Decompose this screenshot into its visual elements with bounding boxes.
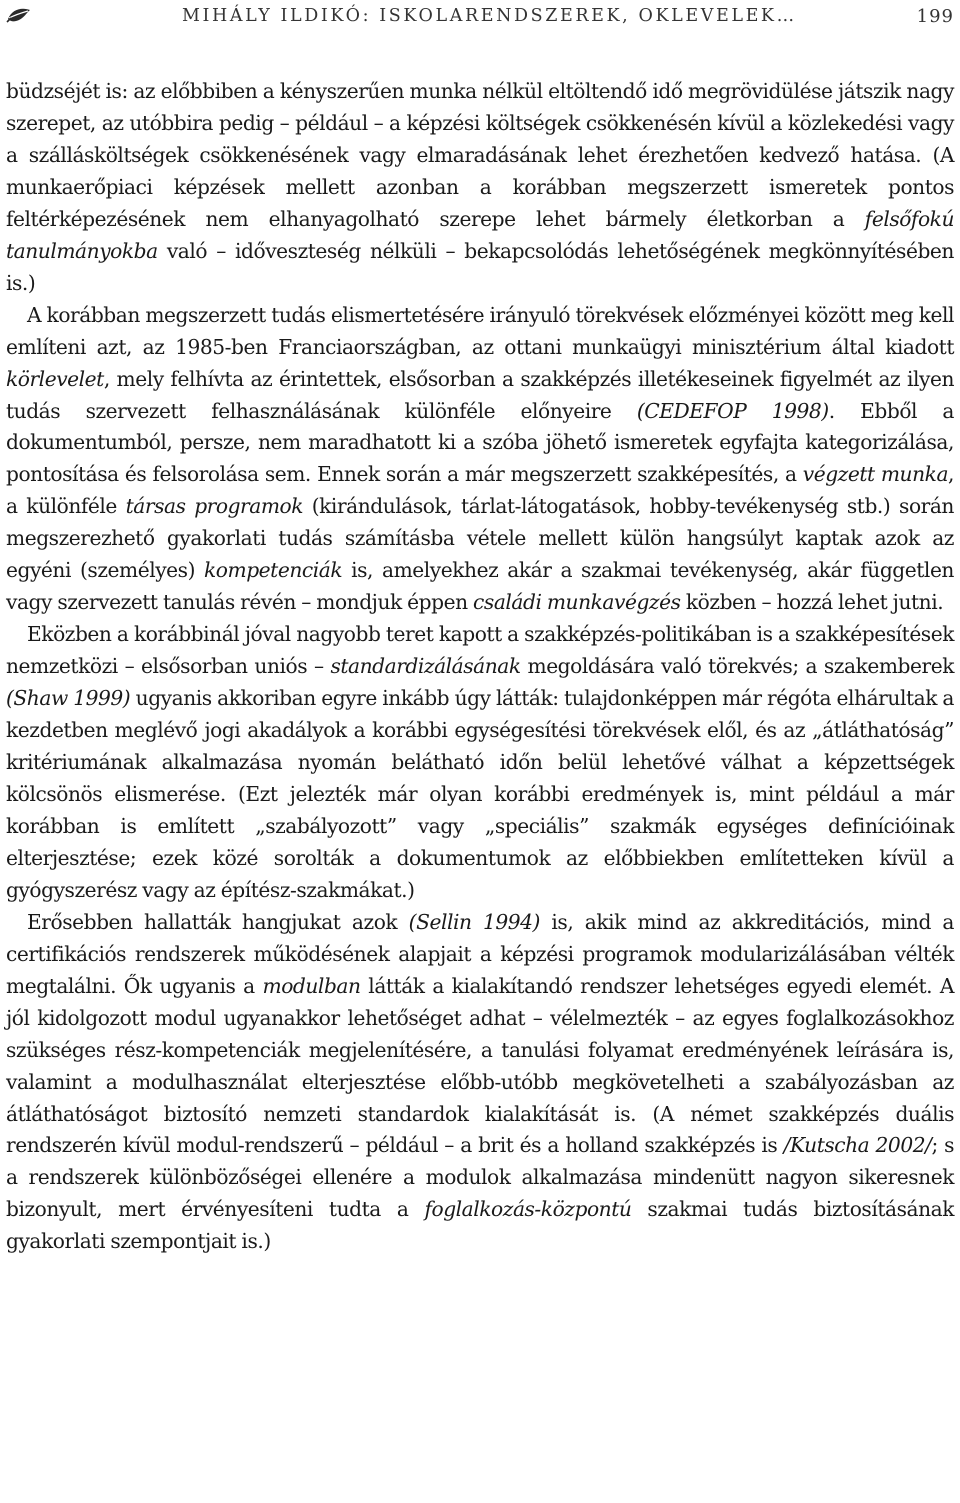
italic-text-run: családi munkavégzés [473, 590, 681, 615]
italic-text-run: felsőfokú tanulmányokba [6, 206, 954, 263]
italic-text-run: foglalkozás-központú [424, 1197, 632, 1222]
body-text [6, 76, 954, 1258]
text-run: ; s a rendszerek különbözőségei ellenére a modulok alkalmazása mindenütt nagyon sikeresnek bizonyult, mert érvényesíteni tudta a [6, 1133, 954, 1222]
text-run: is, amelyekhez akár a szakmai tevékenység, akár független vagy szervezett tanulás révén – mondjuk éppen [6, 558, 954, 615]
paragraph [6, 907, 954, 1258]
text-run: közben – hozzá lehet jutni. [680, 590, 944, 615]
text-run: , a különféle [6, 462, 954, 519]
paragraph [6, 76, 954, 300]
italic-text-run: /Kutscha 2002/ [783, 1133, 932, 1158]
running-title: MIHÁLY ILDIKÓ: ISKOLARENDSZEREK, OKLEVELEK… [182, 6, 797, 26]
running-header [6, 2, 954, 30]
italic-text-run: modulban [262, 973, 361, 998]
italic-text-run: (CEDEFOP 1998) [636, 398, 829, 423]
text-run: büdzséjét is: az előbbiben a kényszerűen munka nélkül eltöltendő idő megrövidülése játszik nagy szerepet, az utóbbira pedig – például – a képzési költségek csökkenésén kívül a közlekedési vagy a szállásköltségek csökkenésének vagy elmaradásának lehet érezhetően kedvező hatása. (A munkaerőpiaci képzések mellett azonban a korábban megszerzett ismeretek pontos feltérképezésének nem elhanyagolható szerepe lehet bármely életkorban a [6, 79, 954, 231]
text-run: . Ebből a dokumentumból, persze, nem maradhatott ki a szóba jöhető ismeretek egyfajta kategorizálása, pontosítása és felsorolása sem. Ennek során a már megszerzett szakképesítés, a [6, 398, 955, 487]
text-run: Erősebben hallatták hangjukat azok [27, 909, 409, 934]
text-run: A korábban megszerzett tudás elismertetésére irányuló törekvések előzményei között meg kell említeni azt, az 1985-ben Franciaországban, az ottani munkaügyi minisztérium által kiadott [6, 302, 954, 359]
italic-text-run: (Shaw 1999) [6, 686, 131, 711]
italic-text-run: körlevelet [6, 366, 104, 391]
italic-text-run: végzett munka [802, 462, 949, 487]
text-run: való – időveszteség nélküli – bekapcsolódás lehetőségének megkönnyítésében is.) [6, 238, 954, 295]
text-run: (kirándulások, tárlat-látogatások, hobby-tevékenység stb.) során megszerezhető gyakorlati tudás számításba vétele mellett külön hangsúlyt kaptak azok az egyéni (személyes) [6, 494, 954, 583]
page-number: 199 [916, 6, 954, 27]
paragraph [6, 619, 954, 907]
leaf-ornament-icon [6, 5, 32, 25]
italic-text-run: standardizálásának [330, 654, 521, 679]
italic-text-run: kompetenciák [204, 558, 343, 583]
paragraph [6, 300, 954, 620]
text-run: , mely felhívta az érintettek, elsősorban a szakképzés illetékeseinek figyelmét az ilyen tudás szervezett felhasználásának különféle előnyeire [6, 366, 954, 423]
text-run: megoldására való törekvés; a szakemberek [520, 654, 954, 679]
text-run: ugyanis akkoriban egyre inkább úgy látták: tulajdonképpen már régóta elhárultak a kezdetben meglévő jogi akadályok a korábbi egységesítési törekvések elől, és az „átláthatóság” kritériumának alkalmazása nyomán belátható időn belül lehetővé válhat a képzettségek kölcsönös elismerése. (Ezt jelezték már olyan korábbi eredmények is, mint például a már korábban is említett „szabályozott” vagy „speciális” szakmák egységes definícióinak elterjesztése; ezek közé sorolták a dokumentumok az előbbiekben említetteken kívül a gyógyszerész vagy az építész-szakmákat.) [6, 686, 954, 902]
text-run: látták a kialakítandó rendszer lehetséges egyedi elemét. A jól kidolgozott modul ugyanakkor lehetőséget adhat – vélelmezték – az egyes foglalkozásokhoz szükséges rész-kompetenciák megjelenítésére, a tanulási folyamat eredményének leírására is, valamint a modulhasználat elterjesztése előbb-utóbb megkövetelheti a szabályozásban az átláthatóságot biztosító nemzeti standardok kialakítását is. (A német szakképzés duális rendszerén kívül modul-rendszerű – például – a brit és a holland szakképzés is [6, 973, 954, 1158]
italic-text-run: (Sellin 1994) [408, 909, 540, 934]
italic-text-run: társas programok [125, 494, 304, 519]
text-run: Eközben a korábbinál jóval nagyobb teret kapott a szakképzés-politikában is a szakképesítések nemzetközi – elsősorban uniós – [6, 622, 954, 679]
text-run: szakmai tudás biztosításának gyakorlati szempontjait is.) [6, 1197, 954, 1254]
text-run: is, akik mind az akkreditációs, mind a certifikációs rendszerek működésének alapjait a képzési programok modularizálásában vélték megtalálni. Ők ugyanis a [6, 909, 954, 998]
